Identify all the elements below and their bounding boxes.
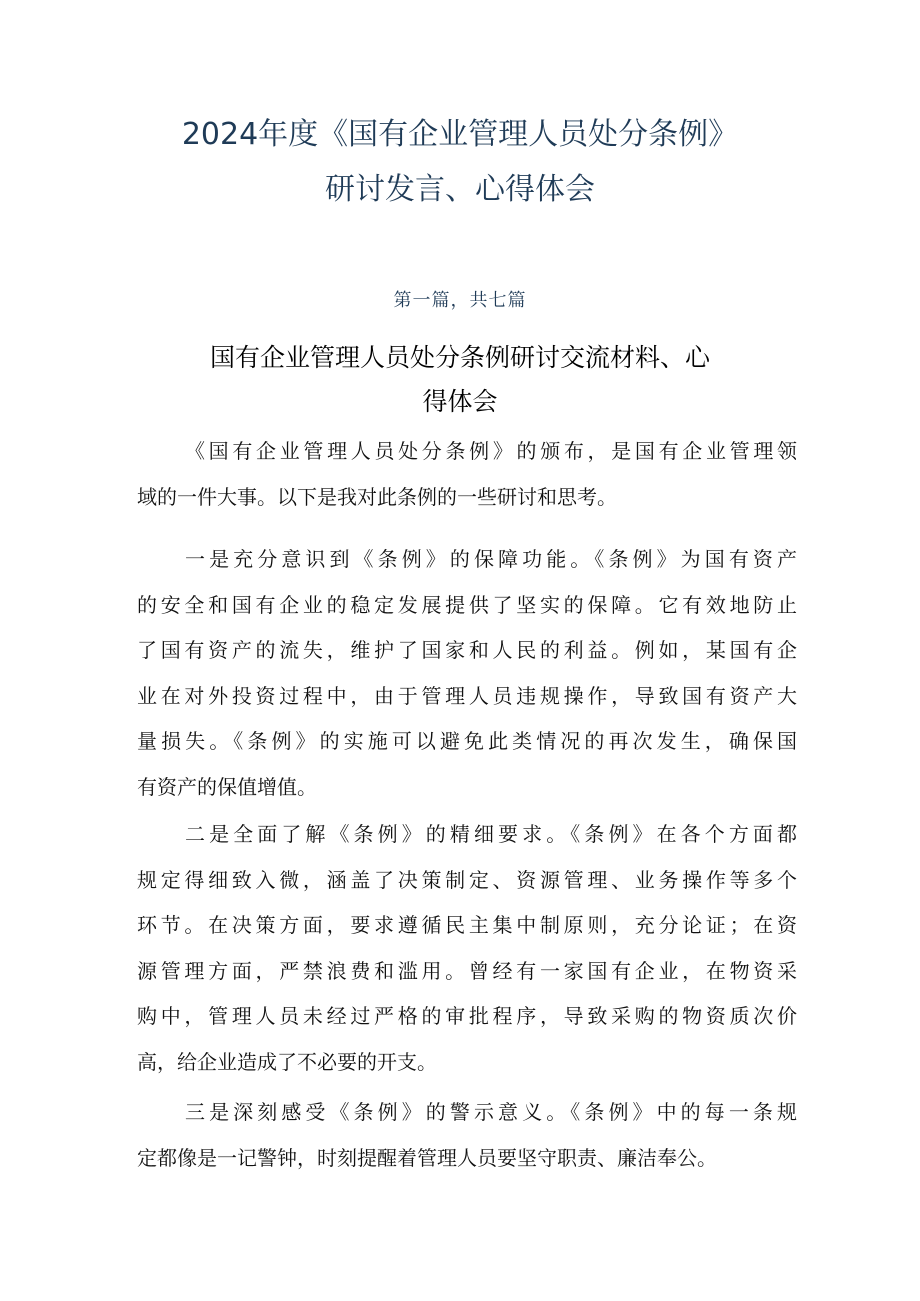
paragraph-line: 了国有资产的流失，维护了国家和人民的利益。例如，某国有企 xyxy=(137,638,797,662)
article-title xyxy=(0,336,920,424)
article-title-line: 国有企业管理人员处分条例研讨交流材料、心 xyxy=(209,343,710,372)
paragraph-line: 量损失。《条例》的实施可以避免此类情况的再次发生，确保国 xyxy=(137,729,797,753)
paragraph-line: 规定得细致入微，涵盖了决策制定、资源管理、业务操作等多个 xyxy=(137,867,797,892)
document-title-line: 研讨发言、心得体会 xyxy=(325,172,595,207)
paragraph xyxy=(137,812,797,1085)
paragraph-line: 业在对外投资过程中，由于管理人员违规操作，导致国有资产大 xyxy=(137,683,797,708)
paragraph-line: 三是深刻感受《条例》的警示意义。《条例》中的每一条规 xyxy=(185,1100,797,1124)
paragraph-line: 源管理方面，严禁浪费和滥用。曾经有一家国有企业，在物资采 xyxy=(137,958,797,983)
paragraph xyxy=(137,537,797,810)
paragraph-line: 环节。在决策方面，要求遵循民主集中制原则，充分论证；在资 xyxy=(137,913,797,937)
paragraph-line: 域的一件大事。以下是我对此条例的一些研讨和思考。 xyxy=(137,484,617,509)
paragraph-line: 一是充分意识到《条例》的保障功能。《条例》为国有资产 xyxy=(185,547,797,571)
paragraph xyxy=(137,1090,797,1181)
paragraph-line: 《国有企业管理人员处分条例》的颁布，是国有企业管理领 xyxy=(185,439,797,463)
paragraph-line: 的安全和国有企业的稳定发展提供了坚实的保障。它有效地防止 xyxy=(137,592,797,617)
paragraph xyxy=(137,429,797,520)
paragraph-line: 高，给企业造成了不必要的开支。 xyxy=(137,1049,437,1074)
document-title xyxy=(0,107,920,217)
paragraph-line: 有资产的保值增值。 xyxy=(137,774,317,799)
document-title-line: 2024年度《国有企业管理人员处分条例》 xyxy=(181,117,739,152)
paragraph-line: 定都像是一记警钟，时刻提醒着管理人员要坚守职责、廉洁奉公。 xyxy=(137,1145,717,1170)
paragraph-line: 购中，管理人员未经过严格的审批程序，导致采购的物资质次价 xyxy=(137,1004,797,1028)
paragraph-line: 二是全面了解《条例》的精细要求。《条例》在各个方面都 xyxy=(185,822,797,846)
section-count: 第一篇，共七篇 xyxy=(393,290,527,311)
article-title-line: 得体会 xyxy=(422,387,498,416)
